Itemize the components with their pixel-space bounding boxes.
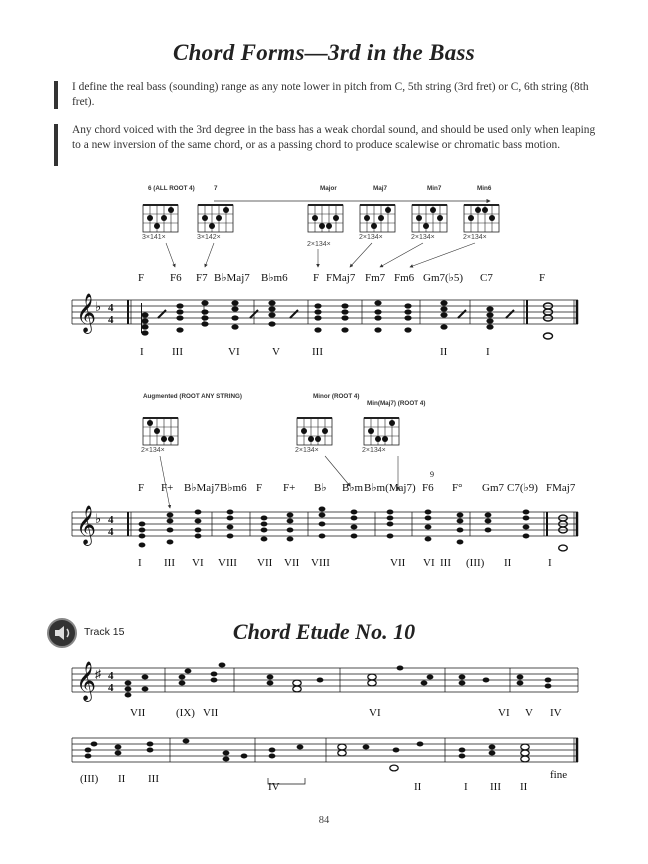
chord-symbol: C7 — [480, 272, 493, 284]
chord-diagram — [197, 205, 233, 241]
chord-symbol: F — [138, 482, 145, 494]
time-signature: 4 — [108, 514, 114, 526]
chord-diagram — [362, 418, 399, 454]
chord-symbol: Fm7 — [365, 272, 386, 284]
diagram-label: Min7 — [427, 185, 442, 192]
time-signature: 4 — [108, 314, 114, 326]
diagram-label: 7 — [214, 185, 218, 192]
position-numeral: (III) — [466, 557, 485, 569]
chord-diagram — [142, 205, 178, 241]
chord-symbol: B♭m — [342, 482, 364, 494]
chord-diagram — [295, 418, 332, 454]
chord-symbol: Gm7(♭5) — [423, 272, 464, 284]
fingering: 2×134× — [141, 447, 165, 454]
position-numeral: I — [138, 557, 142, 569]
position-numeral: III — [312, 346, 323, 358]
position-numeral: I — [140, 346, 144, 358]
position-numeral: V — [525, 707, 533, 719]
etude-romans-2 — [80, 773, 528, 793]
position-numeral: III — [148, 773, 159, 785]
position-numeral: VIII — [311, 557, 330, 569]
etude-title: Chord Etude No. 10 — [232, 619, 416, 644]
chord-symbol: F — [256, 482, 263, 494]
position-numeral: VI — [498, 707, 510, 719]
time-signature: 4 — [108, 670, 114, 682]
page-title: Chord Forms—3rd in the Bass — [172, 40, 476, 65]
position-numeral: VII — [257, 557, 273, 569]
position-numeral: I — [486, 346, 490, 358]
diagram-label: Min6 — [477, 185, 492, 192]
chord-superscript: 9 — [430, 470, 434, 479]
position-numeral: VII — [390, 557, 406, 569]
position-numeral: IV — [268, 781, 280, 793]
notes-system-2 — [139, 507, 568, 551]
chord-diagram — [463, 205, 499, 241]
track-label: Track 15 — [84, 626, 125, 638]
chord-symbol: F6 — [170, 272, 182, 284]
diagram-label: Maj7 — [373, 185, 387, 192]
flat-key-signature: ♭ — [95, 299, 102, 314]
flat-key-signature: ♭ — [95, 511, 102, 526]
chord-symbol: F7 — [196, 272, 208, 284]
treble-clef-icon: 𝄞 — [76, 507, 97, 544]
position-numeral: VIII — [218, 557, 237, 569]
chord-symbol: C7(♭9) — [507, 482, 538, 494]
chord-symbol: B♭m6 — [220, 482, 247, 494]
position-numeral: (IX) — [176, 707, 195, 719]
position-numeral: (III) — [80, 773, 99, 785]
fingering: 2×134× — [295, 447, 319, 454]
fine-marking: fine — [550, 769, 568, 781]
chord-symbol: B♭ — [314, 482, 327, 494]
position-numeral: VII — [130, 707, 146, 719]
treble-clef-icon: 𝄞 — [76, 663, 97, 700]
chord-diagram — [141, 418, 178, 454]
position-numeral: II — [504, 557, 512, 569]
chord-symbol: F+ — [283, 482, 296, 494]
position-numeral: VI — [369, 707, 381, 719]
fingering: 2×134× — [411, 234, 435, 241]
chord-symbol: B♭m(Maj7) — [364, 482, 416, 494]
diagram-label: Augmented (ROOT ANY STRING) — [143, 393, 243, 400]
chord-symbol: F+ — [161, 482, 174, 494]
position-numeral: I — [548, 557, 552, 569]
chord-symbols — [138, 470, 576, 494]
fingering: 2×134× — [359, 234, 383, 241]
etude-romans-1 — [130, 707, 562, 719]
position-numeral: VI — [192, 557, 204, 569]
time-signature: 4 — [108, 526, 114, 538]
position-numeral: II — [118, 773, 126, 785]
fingering: 2×134× — [362, 447, 386, 454]
chord-symbols — [138, 272, 545, 284]
position-numeral: II — [440, 346, 448, 358]
chord-symbol: Gm7 — [482, 482, 504, 494]
chord-symbol: B♭Maj7 — [184, 482, 220, 494]
position-numeral: II — [414, 781, 422, 793]
position-numeral: VII — [203, 707, 219, 719]
chord-symbol: B♭m6 — [261, 272, 288, 284]
chord-diagram — [411, 205, 447, 241]
chord-symbol: FMaj7 — [546, 482, 576, 494]
roman-numerals-2 — [138, 557, 552, 569]
chord-symbol: FMaj7 — [326, 272, 356, 284]
position-numeral: II — [520, 781, 528, 793]
position-numeral: V — [272, 346, 280, 358]
position-numeral: VII — [284, 557, 300, 569]
sharp-key-signature: ♯ — [95, 667, 101, 681]
diagram-label: Major — [320, 185, 337, 192]
time-signature: 4 — [108, 302, 114, 314]
diagram-label: Minor (ROOT 4) — [313, 393, 360, 400]
chord-symbol: F — [539, 272, 546, 284]
position-numeral: IV — [550, 707, 562, 719]
position-numeral: III — [440, 557, 451, 569]
chord-diagram — [359, 205, 395, 241]
paragraph-2-text: Any chord voiced with the 3rd degree in the bass has a weak chordal sound, and should be used only when leaping to a new inversion of the same chord, or as a passing chord to produce scalewise or chromatic bass motion. — [72, 124, 596, 151]
position-numeral: VI — [423, 557, 435, 569]
fingering: 2×134× — [307, 241, 331, 248]
chord-symbol: F — [138, 272, 145, 284]
fingering: 3×141× — [142, 234, 166, 241]
chord-symbol: B♭Maj7 — [214, 272, 250, 284]
chord-symbol: F° — [452, 482, 463, 494]
chord-symbol: F6 — [422, 482, 434, 494]
chord-symbol: Fm6 — [394, 272, 415, 284]
chord-symbol: F — [313, 272, 320, 284]
paragraph-1-text: I define the real bass (sounding) range as any note lower in pitch from C, 5th string (3rd fret) or C, 6th string (8th fret). — [72, 81, 589, 108]
diagram-label: Min(Maj7) (ROOT 4) — [367, 400, 426, 407]
roman-numerals-1 — [140, 346, 490, 358]
chord-diagram — [307, 205, 343, 248]
page-number: 84 — [318, 815, 330, 826]
position-numeral: I — [464, 781, 468, 793]
time-signature: 4 — [108, 682, 114, 694]
position-numeral: III — [490, 781, 501, 793]
fingering: 2×134× — [463, 234, 487, 241]
position-numeral: VI — [228, 346, 240, 358]
position-numeral: III — [172, 346, 183, 358]
position-numeral: III — [164, 557, 175, 569]
diagram-label: 6 (ALL ROOT 4) — [148, 185, 195, 192]
fingering: 3×142× — [197, 234, 221, 241]
etude-notes-2 — [85, 739, 530, 771]
treble-clef-icon: 𝄞 — [76, 295, 97, 332]
